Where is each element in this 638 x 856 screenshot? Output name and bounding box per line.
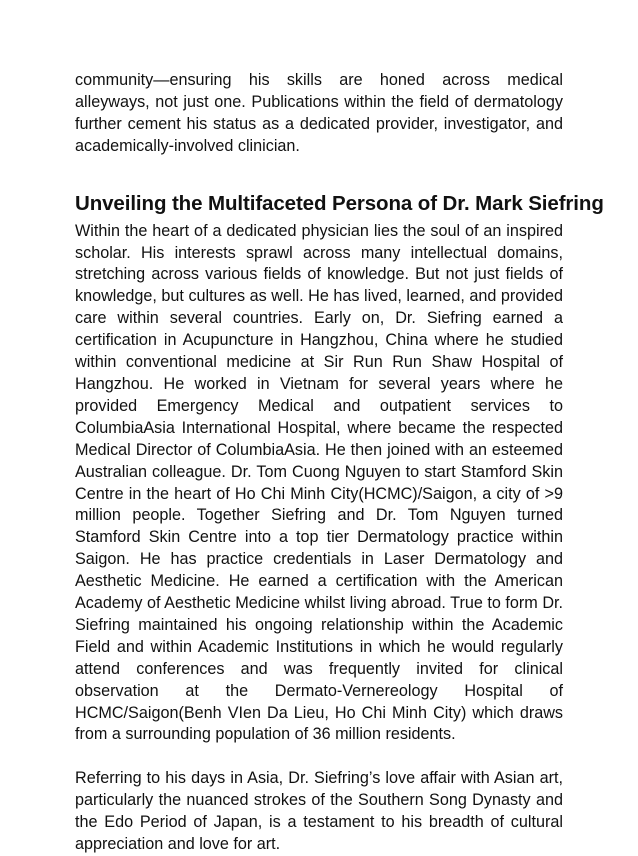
section-heading: Unveiling the Multifaceted Persona of Dr. Mark Siefring	[75, 191, 604, 215]
intro-paragraph: community—ensuring his skills are honed across medical alleyways, not just one. Publications within the field of dermatology further cement his status as a dedicated provider, investigator, and academically-involved clinician.	[75, 71, 563, 155]
closing-paragraph: Referring to his days in Asia, Dr. Siefring’s love affair with Asian art, particularly the nuanced strokes of the Southern Song Dynasty and the Edo Period of Japan, is a testament to his breadth of cultural appreciation and love for art.	[75, 769, 563, 854]
paragraph-spacer	[75, 746, 563, 768]
body-paragraph: Within the heart of a dedicated physician lies the soul of an inspired scholar. His interests sprawl across many intellectual domains, stretching across various fields of knowledge. But not just fields of knowledge, but cultures as well. He has lived, learned, and provided care within several countries. Early on, Dr. Siefring earned a certification in Acupuncture in Hangzhou, China where he studied within conventional medicine at Sir Run Run Shaw Hospital of Hangzhou. He worked in Vietnam for several years where he provided Emergency Medical and outpatient services to ColumbiaAsia International Hospital, where became the respected Medical Director of ColumbiaAsia. He then joined with an esteemed Australian colleague. Dr. Tom Cuong Nguyen to start Stamford Skin Centre in the heart of Ho Chi Minh City(HCMC)/Saigon, a city of >9 million people. Together Siefring and Dr. Tom Nguyen turned Stamford Skin Centre into a top tier Dermatology practice within Saigon. He has practice credentials in Laser Dermatology and Aesthetic Medicine. He earned a certification with the American Academy of Aesthetic Medicine whilst living abroad. True to form Dr. Siefring maintained his ongoing relationship within the Academic Field and within Academic Institutions in which he would regularly attend conferences and was frequently invited for clinical observation at the Dermato-Vernereology Hospital of HCMC/Saigon(Benh VIen Da Lieu, Ho Chi Minh City) which draws from a surrounding population of 36 million residents.	[75, 221, 563, 744]
document-page	[75, 70, 604, 856]
